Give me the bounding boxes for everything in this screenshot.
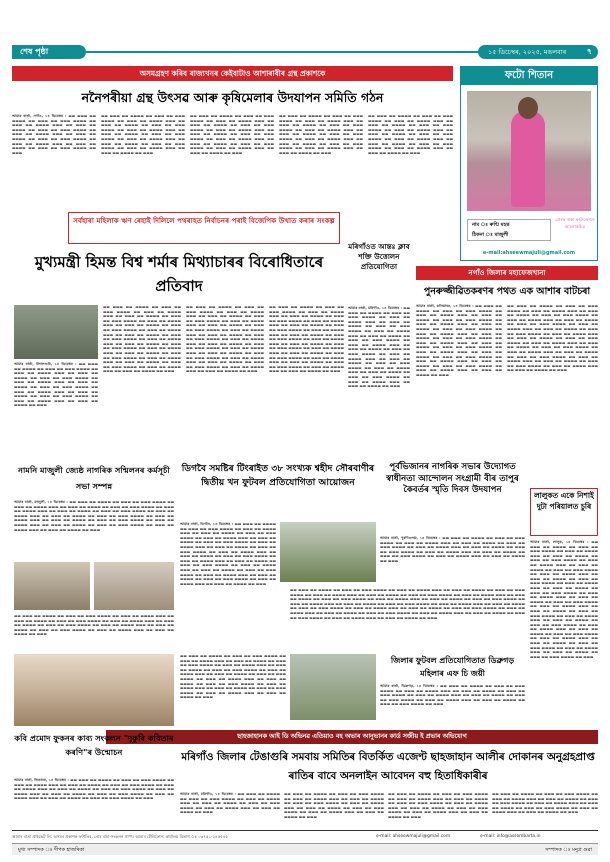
majuli-photo-right xyxy=(94,562,174,610)
poetry-body: আমাৰ বাৰ্তা, তিতাবৰ, ১৪ ডিচেম্বৰ : ▬▬ ▬▬▬ ▬▬ ▬▬▬▬ ▬▬ ▬▬▬ ▬▬ ▬▬▬ ▬▬▬▬ ▬▬ ▬▬▬ ▬▬ ▬▬▬▬ ▬▬▬ ▬▬ ▬▬▬ ▬▬ ▬▬▬▬ ▬▬ ▬▬▬ ▬▬ ▬▬▬ ▬▬▬▬ ▬▬ ▬▬▬ ▬▬ ▬▬▬▬ ▬▬▬ ▬▬ ▬▬▬ ▬▬ ▬▬▬▬ ▬▬ ▬▬▬ ▬▬ ▬▬▬ ▬▬▬▬ ▬▬ ▬▬▬ ▬▬ ▬▬▬▬ ▬▬▬ ▬▬ ▬▬▬ ▬▬ ▬▬▬▬ ▬▬ ▬▬▬ ▬▬ ▬▬▬ ▬▬▬▬ ▬▬ ▬▬▬ ▬▬ ▬▬▬▬ ▬▬▬ ▬▬ ▬▬▬ ▬▬ ▬▬▬▬ ▬▬ ▬▬▬ ▬▬ ▬▬▬ ▬▬▬▬ ▬▬ ▬▬▬ xyxy=(14,778,174,801)
photo-caption-text: ▬▬ ▬▬▬ ▬▬ ▬▬▬▬ ▬▬ ▬▬▬ ▬▬ ▬▬▬ ▬▬▬▬ ▬▬ ▬▬▬ ▬▬ ▬▬▬▬ ▬▬▬ ▬▬ ▬▬▬ ▬▬ ▬▬▬▬ ▬▬ ▬▬▬ ▬▬ ▬▬▬ ▬▬▬▬ ▬▬ ▬▬▬ ▬▬ ▬▬▬▬ ▬▬▬ ▬▬ ▬▬▬ ▬▬ ▬▬▬▬ ▬▬ ▬▬▬ ▬▬ ▬▬▬ ▬▬▬▬ ▬▬ ▬▬▬ ▬▬ ▬▬▬▬ ▬▬▬ ▬▬ ▬▬▬ ▬▬ ▬▬▬▬ ▬▬ ▬▬▬ ▬▬ ▬▬▬ ▬▬▬▬ ▬▬ ▬▬▬ ▬▬ ▬▬▬▬ ▬▬▬ ▬▬ ▬▬▬ ▬▬ ▬▬▬▬ ▬▬ ▬▬▬ ▬▬ ▬▬▬ ▬▬▬▬ ▬▬ ▬▬▬ ▬▬ ▬▬▬▬ ▬▬▬ ▬▬ ▬▬▬ ▬▬ ▬▬▬▬ ▬▬ ▬▬▬ ▬▬ ▬▬▬ ▬▬▬▬ ▬▬ ▬▬▬ ▬▬ ▬▬▬▬ ▬▬▬ ▬▬ ▬▬▬ ▬▬ ▬▬▬▬ ▬▬ ▬▬▬ xyxy=(180,654,286,700)
photo-subject-shape xyxy=(511,111,545,207)
byline: আমাৰ বাৰ্তা, ডিগবৈ, ১৩ ডিচেম্বৰ : xyxy=(180,522,234,526)
byline: আমাৰ বাৰ্তা, মৰিগাঁও, ১৪ ডিচেম্বৰ : xyxy=(348,306,402,310)
laluk-headline: লালুকত একে নিশাই দুটা পৰিয়ালত চুৰি xyxy=(534,491,594,511)
text-column: ▬▬ ▬▬▬ ▬▬ ▬▬▬▬ ▬▬ ▬▬▬ ▬▬ ▬▬▬ ▬▬▬▬ ▬▬ ▬▬▬ ▬▬ ▬▬▬▬ ▬▬▬ ▬▬ ▬▬▬ ▬▬ ▬▬▬▬ ▬▬ ▬▬▬ ▬▬ ▬▬▬ ▬▬▬▬ ▬▬ ▬▬▬ ▬▬ ▬▬▬▬ ▬▬▬ ▬▬ ▬▬▬ ▬▬ ▬▬▬▬ ▬▬ ▬▬▬ ▬▬ ▬▬▬ ▬▬▬▬ ▬▬ ▬▬▬ ▬▬ ▬▬▬▬ ▬▬▬ ▬▬ ▬▬▬ ▬▬ ▬▬▬▬ ▬▬ ▬▬▬ ▬▬ ▬▬▬ ▬▬▬▬ ▬▬ ▬▬▬ ▬▬ ▬▬▬▬ ▬▬▬ ▬▬ ▬▬▬ ▬▬ ▬▬▬▬ ▬▬ ▬▬▬ ▬▬ ▬▬▬ ▬▬▬▬ ▬▬ ▬▬▬ ▬▬ ▬▬▬▬ ▬▬▬ ▬▬ ▬▬▬ ▬▬ ▬▬▬▬ ▬▬ ▬▬▬ ▬▬ ▬▬▬ ▬▬▬▬ ▬▬ ▬▬▬ ▬▬ ▬▬▬▬ ▬▬▬ ▬▬ ▬▬▬ ▬▬ ▬▬▬▬ ▬▬ ▬▬▬ ▬▬ ▬▬▬ ▬▬▬▬ ▬▬ ▬▬▬ ▬▬ ▬▬▬▬ ▬▬▬ ▬▬ ▬▬▬ ▬▬ ▬▬▬▬ ▬▬ ▬▬▬ xyxy=(186,305,264,374)
purbabhijan-wide-body: ▬▬ ▬▬▬ ▬▬ ▬▬▬▬ ▬▬ ▬▬▬ ▬▬ ▬▬▬ ▬▬▬▬ ▬▬ ▬▬▬ ▬▬ ▬▬▬▬ ▬▬▬ ▬▬ ▬▬▬ ▬▬ ▬▬▬▬ ▬▬ ▬▬▬ ▬▬ ▬▬▬ ▬▬▬▬ ▬▬ ▬▬▬ ▬▬ ▬▬▬▬ ▬▬▬ ▬▬ ▬▬▬ ▬▬ ▬▬▬▬ ▬▬ ▬▬▬ ▬▬ ▬▬▬ ▬▬▬▬ ▬▬ ▬▬▬ ▬▬ ▬▬▬▬ ▬▬▬ ▬▬ ▬▬▬ ▬▬ ▬▬▬▬ ▬▬ ▬▬▬ ▬▬ ▬▬▬ ▬▬▬▬ ▬▬ ▬▬▬ ▬▬ ▬▬▬▬ ▬▬▬ ▬▬ ▬▬▬ ▬▬ ▬▬▬▬ ▬▬ ▬▬▬ ▬▬ ▬▬▬ ▬▬▬▬ ▬▬ ▬▬▬ ▬▬ ▬▬▬▬ ▬▬▬ ▬▬ ▬▬▬ ▬▬ ▬▬▬▬ ▬▬ ▬▬▬ ▬▬ ▬▬▬ ▬▬▬▬ ▬▬ ▬▬▬ ▬▬ ▬▬▬▬ ▬▬▬ ▬▬ ▬▬▬ ▬▬ ▬▬▬▬ ▬▬ ▬▬▬ ▬▬ ▬▬▬ ▬▬▬▬ ▬▬ ▬▬▬ ▬▬ ▬▬▬▬ ▬▬▬ ▬▬ ▬▬▬ ▬▬ ▬▬▬▬ ▬▬ ▬▬▬ ▬▬ ▬▬▬ ▬▬▬▬ ▬▬ ▬▬▬ ▬▬ ▬▬▬▬ ▬▬▬ ▬▬ ▬▬▬ ▬▬ ▬▬▬▬ ▬▬ ▬▬▬ ▬▬ ▬▬▬ ▬▬▬▬ ▬▬ ▬▬▬ ▬▬ ▬▬▬▬ ▬▬▬ ▬▬ ▬▬▬ ▬▬ ▬▬▬▬ ▬▬ ▬▬▬ ▬▬ ▬▬▬ ▬▬▬▬ ▬▬ ▬▬▬ ▬▬ ▬▬▬▬ ▬▬▬ ▬▬ ▬▬▬ ▬▬ ▬▬▬▬ ▬▬ ▬▬▬ xyxy=(290,588,525,620)
byline: আমাৰ বাৰ্তা, মৰিগাঁও, ১৪ ডিচেম্বৰ : xyxy=(180,792,236,796)
text-column: ▬▬ ▬▬▬ ▬▬ ▬▬▬▬ ▬▬ ▬▬▬ ▬▬ ▬▬▬ ▬▬▬▬ ▬▬ ▬▬▬ ▬▬ ▬▬▬▬ ▬▬▬ ▬▬ ▬▬▬ ▬▬ ▬▬▬▬ ▬▬ ▬▬▬ ▬▬ ▬▬▬ ▬▬▬▬ ▬▬ ▬▬▬ ▬▬ ▬▬▬▬ ▬▬▬ ▬▬ ▬▬▬ ▬▬ ▬▬▬▬ ▬▬ ▬▬▬ ▬▬ ▬▬▬ ▬▬▬▬ ▬▬ ▬▬▬ ▬▬ ▬▬▬▬ ▬▬▬ ▬▬ ▬▬▬ ▬▬ ▬▬▬▬ ▬▬ ▬▬▬ ▬▬ ▬▬▬ ▬▬▬▬ ▬▬ ▬▬▬ ▬▬ ▬▬▬▬ ▬▬▬ ▬▬ ▬▬▬ ▬▬ ▬▬▬▬ ▬▬ ▬▬▬ xyxy=(101,114,185,155)
cm-story-body: আমাৰ বাৰ্তা, উদালগুৰি, ১৪ ডিচেম্বৰ : ▬▬ ▬▬▬ ▬▬ ▬▬▬▬ ▬▬ ▬▬▬ ▬▬ ▬▬▬ ▬▬▬▬ ▬▬ ▬▬▬ ▬▬ ▬▬▬▬ ▬▬▬ ▬▬ ▬▬▬ ▬▬ ▬▬▬▬ ▬▬ ▬▬▬ ▬▬ ▬▬▬ ▬▬▬▬ ▬▬ ▬▬▬ ▬▬ ▬▬▬▬ ▬▬▬ ▬▬ ▬▬▬ ▬▬ ▬▬▬▬ ▬▬ ▬▬▬ ▬▬ ▬▬▬ ▬▬▬▬ ▬▬ ▬▬▬ ▬▬ ▬▬▬▬ ▬▬▬ ▬▬ ▬▬▬ ▬▬ ▬▬▬▬ ▬▬ ▬▬▬ ▬▬ ▬▬▬ ▬▬▬▬ ▬▬ ▬▬▬ ▬▬ ▬▬▬▬ ▬▬▬ ▬▬ ▬▬▬ ▬▬ ▬▬▬▬ ▬▬ ▬▬▬ xyxy=(14,362,98,408)
byline: আমাৰ বাৰ্তা, লালুক, ১৪ ডিচেম্বৰ : xyxy=(530,540,589,544)
football-photo xyxy=(280,522,376,582)
cm-story-kicker xyxy=(68,212,340,244)
bottom-story-body: আমাৰ বাৰ্তা, মৰিগাঁও, ১৪ ডিচেম্বৰ : ▬▬ ▬▬▬ ▬▬ ▬▬▬▬ ▬▬ ▬▬▬ ▬▬ ▬▬▬ ▬▬▬▬ ▬▬ ▬▬▬ ▬▬ ▬▬▬▬ ▬▬▬ ▬▬ ▬▬▬ ▬▬ ▬▬▬▬ ▬▬ ▬▬▬ ▬▬ ▬▬▬ ▬▬▬▬ ▬▬ ▬▬▬ ▬▬ ▬▬▬▬ ▬▬▬ ▬▬ ▬▬▬ ▬▬ ▬▬▬▬ ▬▬ ▬▬▬ xyxy=(180,792,280,815)
football-body: আমাৰ বাৰ্তা, ডিগবৈ, ১৩ ডিচেম্বৰ : ▬▬ ▬▬▬ ▬▬ ▬▬▬▬ ▬▬ ▬▬▬ ▬▬ ▬▬▬ ▬▬▬▬ ▬▬ ▬▬▬ ▬▬ ▬▬▬▬ ▬▬▬ ▬▬ ▬▬▬ ▬▬ ▬▬▬▬ ▬▬ ▬▬▬ ▬▬ ▬▬▬ ▬▬▬▬ ▬▬ ▬▬▬ ▬▬ ▬▬▬▬ ▬▬▬ ▬▬ ▬▬▬ ▬▬ ▬▬▬▬ ▬▬ ▬▬▬ ▬▬ ▬▬▬ ▬▬▬▬ ▬▬ ▬▬▬ ▬▬ ▬▬▬▬ ▬▬▬ ▬▬ ▬▬▬ ▬▬ ▬▬▬▬ ▬▬ ▬▬▬ ▬▬ ▬▬▬ ▬▬▬▬ ▬▬ ▬▬▬ ▬▬ ▬▬▬▬ ▬▬▬ ▬▬ ▬▬▬ ▬▬ ▬▬▬▬ ▬▬ ▬▬▬ ▬▬ ▬▬▬ ▬▬▬▬ ▬▬ ▬▬▬ ▬▬ ▬▬▬▬ ▬▬▬ ▬▬ ▬▬▬ ▬▬ ▬▬▬▬ ▬▬ ▬▬▬ ▬▬ ▬▬▬ ▬▬▬▬ ▬▬ ▬▬▬ ▬▬ ▬▬▬▬ ▬▬▬ ▬▬ ▬▬▬ ▬▬ ▬▬▬▬ ▬▬ ▬▬▬ ▬▬ ▬▬▬ ▬▬▬▬ ▬▬ ▬▬▬ ▬▬ ▬▬▬▬ ▬▬▬ ▬▬ ▬▬▬ ▬▬ ▬▬▬▬ ▬▬ ▬▬▬ ▬▬ ▬▬▬ ▬▬▬▬ ▬▬ ▬▬▬ ▬▬ ▬▬▬▬ ▬▬▬ ▬▬ ▬▬▬ ▬▬ ▬▬▬▬ ▬▬ ▬▬▬ xyxy=(180,522,276,586)
marigaon-story-body: আমাৰ বাৰ্তা, মৰিগাঁও, ১৪ ডিচেম্বৰ : ▬▬ ▬▬▬ ▬▬ ▬▬▬▬ ▬▬ ▬▬▬ ▬▬ ▬▬▬ ▬▬▬▬ ▬▬ ▬▬▬ ▬▬ ▬▬▬▬ ▬▬▬ ▬▬ ▬▬▬ ▬▬ ▬▬▬▬ ▬▬ ▬▬▬ ▬▬ ▬▬▬ ▬▬▬▬ ▬▬ ▬▬▬ ▬▬ ▬▬▬▬ ▬▬▬ ▬▬ ▬▬▬ ▬▬ ▬▬▬▬ ▬▬ ▬▬▬ ▬▬ ▬▬▬ ▬▬▬▬ ▬▬ ▬▬▬ ▬▬ ▬▬▬▬ ▬▬▬ ▬▬ ▬▬▬ ▬▬ ▬▬▬▬ ▬▬ ▬▬▬ ▬▬ ▬▬▬ ▬▬▬▬ ▬▬ ▬▬▬ ▬▬ ▬▬▬▬ ▬▬▬ ▬▬ ▬▬▬ ▬▬ ▬▬▬▬ ▬▬ ▬▬▬ ▬▬ ▬▬▬ ▬▬▬▬ ▬▬ ▬▬▬ ▬▬ ▬▬▬▬ ▬▬▬ ▬▬ ▬▬▬ ▬▬ ▬▬▬▬ ▬▬ ▬▬▬ ▬▬ ▬▬▬ ▬▬▬▬ ▬▬ ▬▬▬ ▬▬ ▬▬▬▬ ▬▬▬ ▬▬ ▬▬▬ ▬▬ ▬▬▬▬ ▬▬ ▬▬▬ xyxy=(348,306,410,389)
text-column: ▬▬ ▬▬▬ ▬▬ ▬▬▬▬ ▬▬ ▬▬▬ ▬▬ ▬▬▬ ▬▬▬▬ ▬▬ ▬▬▬ ▬▬ ▬▬▬▬ ▬▬▬ ▬▬ ▬▬▬ ▬▬ ▬▬▬▬ ▬▬ ▬▬▬ ▬▬ ▬▬▬ ▬▬▬▬ ▬▬ ▬▬▬ ▬▬ ▬▬▬▬ ▬▬▬ ▬▬ ▬▬▬ ▬▬ ▬▬▬▬ ▬▬ ▬▬▬ ▬▬ ▬▬▬ ▬▬▬▬ ▬▬ ▬▬▬ ▬▬ ▬▬▬▬ ▬▬▬ ▬▬ ▬▬▬ ▬▬ ▬▬▬▬ ▬▬ ▬▬▬ ▬▬ ▬▬▬ ▬▬▬▬ ▬▬ ▬▬▬ ▬▬ ▬▬▬▬ ▬▬▬ ▬▬ ▬▬▬ ▬▬ ▬▬▬▬ ▬▬ ▬▬▬ xyxy=(14,614,174,637)
football-headline: ডিগবৈ সমষ্টিৰ টিংৰাইত ৩৮ সংখ্যক শ্বহীদ সৌৰবাণীৰ দ্বিতীয় খন ফুটবল প্ৰতিযোগিতা আয়োজন xyxy=(181,463,375,488)
header-rule xyxy=(86,51,480,53)
district-football-body: আমাৰ বাৰ্তা, ডিব্ৰুগড়, ১৪ ডিচেম্বৰ : ▬▬ ▬▬▬ ▬▬ ▬▬▬▬ ▬▬ ▬▬▬ ▬▬ ▬▬▬ ▬▬▬▬ ▬▬ ▬▬▬ ▬▬ ▬▬▬▬ ▬▬▬ ▬▬ ▬▬▬ ▬▬ ▬▬▬▬ ▬▬ ▬▬▬ ▬▬ ▬▬▬ ▬▬▬▬ ▬▬ ▬▬▬ ▬▬ ▬▬▬▬ ▬▬▬ ▬▬ ▬▬▬ ▬▬ ▬▬▬▬ ▬▬ ▬▬▬ ▬▬ ▬▬▬ ▬▬▬▬ ▬▬ ▬▬▬ ▬▬ ▬▬▬▬ ▬▬▬ ▬▬ ▬▬▬ ▬▬ ▬▬▬▬ ▬▬ ▬▬▬ ▬▬ ▬▬▬ ▬▬▬▬ ▬▬ ▬▬▬ xyxy=(380,684,525,707)
text-column: ▬▬ ▬▬▬ ▬▬ ▬▬▬▬ ▬▬ ▬▬▬ ▬▬ ▬▬▬ ▬▬▬▬ ▬▬ ▬▬▬ ▬▬ ▬▬▬▬ ▬▬▬ ▬▬ ▬▬▬ ▬▬ ▬▬▬▬ ▬▬ ▬▬▬ ▬▬ ▬▬▬ ▬▬▬▬ ▬▬ ▬▬▬ ▬▬ ▬▬▬▬ ▬▬▬ ▬▬ ▬▬▬ ▬▬ ▬▬▬▬ ▬▬ ▬▬▬ ▬▬ ▬▬▬ ▬▬▬▬ ▬▬ ▬▬▬ ▬▬ ▬▬▬▬ ▬▬▬ ▬▬ ▬▬▬ ▬▬ ▬▬▬▬ ▬▬ ▬▬▬ xyxy=(492,792,598,815)
majuli-photo-left xyxy=(14,562,90,610)
laluk-headline-box xyxy=(530,488,598,536)
section-tag xyxy=(12,45,86,59)
text-column: ▬▬ ▬▬▬ ▬▬ ▬▬▬▬ ▬▬ ▬▬▬ ▬▬ ▬▬▬ ▬▬▬▬ ▬▬ ▬▬▬ ▬▬ ▬▬▬▬ ▬▬▬ ▬▬ ▬▬▬ ▬▬ ▬▬▬▬ ▬▬ ▬▬▬ ▬▬ ▬▬▬ ▬▬▬▬ ▬▬ ▬▬▬ ▬▬ ▬▬▬▬ ▬▬▬ ▬▬ ▬▬▬ ▬▬ ▬▬▬▬ ▬▬ ▬▬▬ ▬▬ ▬▬▬ ▬▬▬▬ ▬▬ ▬▬▬ ▬▬ ▬▬▬▬ ▬▬▬ ▬▬ ▬▬▬ ▬▬ ▬▬▬▬ ▬▬ ▬▬▬ ▬▬ ▬▬▬ ▬▬▬▬ ▬▬ ▬▬▬ ▬▬ ▬▬▬▬ ▬▬▬ ▬▬ ▬▬▬ ▬▬ ▬▬▬▬ ▬▬ ▬▬▬ ▬▬ ▬▬▬ ▬▬▬▬ ▬▬ ▬▬▬ ▬▬ ▬▬▬▬ ▬▬▬ ▬▬ ▬▬▬ ▬▬ ▬▬▬▬ ▬▬ ▬▬▬ ▬▬ ▬▬▬ ▬▬▬▬ ▬▬ ▬▬▬ ▬▬ ▬▬▬▬ ▬▬▬ ▬▬ ▬▬▬ ▬▬ ▬▬▬▬ ▬▬ ▬▬▬ ▬▬ ▬▬▬ ▬▬▬▬ ▬▬ ▬▬▬ ▬▬ ▬▬▬▬ ▬▬▬ ▬▬ ▬▬▬ ▬▬ ▬▬▬▬ ▬▬ ▬▬▬ xyxy=(103,305,181,374)
byline: আমাৰ বাৰ্তা, তিতাবৰ, ১৪ ডিচেম্বৰ : xyxy=(14,778,69,782)
chief-editor: মুখ্য সম্পাদক ঃ দীপক হাজৰিকা xyxy=(18,847,85,853)
purbabhijan-body: আমাৰ বাৰ্তা, পুৰণিগুদাম, ১৪ ডিচেম্বৰ : ▬▬ ▬▬▬ ▬▬ ▬▬▬▬ ▬▬ ▬▬▬ ▬▬ ▬▬▬ ▬▬▬▬ ▬▬ ▬▬▬ ▬▬ ▬▬▬▬ ▬▬▬ ▬▬ ▬▬▬ ▬▬ ▬▬▬▬ ▬▬ ▬▬▬ ▬▬ ▬▬▬ ▬▬▬▬ ▬▬ ▬▬▬ ▬▬ ▬▬▬▬ ▬▬▬ ▬▬ ▬▬▬ ▬▬ ▬▬▬▬ ▬▬ ▬▬▬ ▬▬ ▬▬▬ ▬▬▬▬ ▬▬ ▬▬▬ ▬▬ ▬▬▬▬ ▬▬▬ ▬▬ ▬▬▬ ▬▬ ▬▬▬▬ ▬▬ ▬▬▬ ▬▬ ▬▬▬ ▬▬▬▬ ▬▬ ▬▬▬ ▬▬ ▬▬▬▬ ▬▬▬ ▬▬ ▬▬▬ ▬▬ ▬▬▬▬ ▬▬ ▬▬▬ xyxy=(380,536,525,563)
byline: আমাৰ বাৰ্তা, কলিয়াবৰ, ১৪ ডিচেম্বৰ : xyxy=(416,304,474,308)
footer-line1: আমাৰ বাৰ্তা প্ৰাইভেট লি: অসমৰ প্ৰকাশক ফৰ্ণিতিব, নোৰ বাচা-সংকলন প্ৰাপ্য। আমাৰ টেলিফোন: কাৰ্যালয় বিভাগ ঃ ০৩৭৫১-২৪৫৫৪৫ xyxy=(12,834,229,839)
kicker-text: সৰ্বহাৰা মহিলাক ঋণ ৰেহাই দিলিলে পথৰাহত নিৰ্বাচনৰ পৰাই বিজেপিক উখাত কৰাৰ সংকল্প xyxy=(73,216,335,225)
majuli-group-photo xyxy=(14,654,174,726)
footer-bar xyxy=(12,843,598,855)
caption-name: নাম ঃ ৰুণ্মি মহন্ত xyxy=(472,222,510,228)
top-story-headline: ননৈপৰীয়া গ্ৰন্থ উৎসৱ আৰু কৃষিমেলাৰ উদযাপন সমিতি গঠন xyxy=(81,90,384,105)
byline: আমাৰ বাৰ্তা, নগাঁও, ১৪ ডিচেম্বৰ : xyxy=(12,114,67,118)
nagaon-banner xyxy=(416,266,598,280)
caption-address: ঠিকনা ঃ মাজুলী xyxy=(472,232,509,238)
page-header xyxy=(12,44,598,60)
byline: আমাৰ বাৰ্তা, উদালগুৰি, ১৪ ডিচেম্বৰ : xyxy=(14,362,77,366)
text-column: ▬▬ ▬▬▬ ▬▬ ▬▬▬▬ ▬▬ ▬▬▬ ▬▬ ▬▬▬ ▬▬▬▬ ▬▬ ▬▬▬ ▬▬ ▬▬▬▬ ▬▬▬ ▬▬ ▬▬▬ ▬▬ ▬▬▬▬ ▬▬ ▬▬▬ ▬▬ ▬▬▬ ▬▬▬▬ ▬▬ ▬▬▬ ▬▬ ▬▬▬▬ ▬▬▬ ▬▬ ▬▬▬ ▬▬ ▬▬▬▬ ▬▬ ▬▬▬ ▬▬ ▬▬▬ ▬▬▬▬ ▬▬ ▬▬▬ ▬▬ ▬▬▬▬ ▬▬▬ ▬▬ ▬▬▬ ▬▬ ▬▬▬▬ ▬▬ ▬▬▬ xyxy=(388,792,488,819)
featured-photo xyxy=(467,91,591,211)
footer-email: e-mail: ahseewmajuli@gmail.com xyxy=(376,834,451,839)
laluk-body: আমাৰ বাৰ্তা, লালুক, ১৪ ডিচেম্বৰ : ▬▬ ▬▬▬ ▬▬ ▬▬▬▬ ▬▬ ▬▬▬ ▬▬ ▬▬▬ ▬▬▬▬ ▬▬ ▬▬▬ ▬▬ ▬▬▬▬ ▬▬▬ ▬▬ ▬▬▬ ▬▬ ▬▬▬▬ ▬▬ ▬▬▬ ▬▬ ▬▬▬ ▬▬▬▬ ▬▬ ▬▬▬ ▬▬ ▬▬▬▬ ▬▬▬ ▬▬ ▬▬▬ ▬▬ ▬▬▬▬ ▬▬ ▬▬▬ ▬▬ ▬▬▬ ▬▬▬▬ ▬▬ ▬▬▬ ▬▬ ▬▬▬▬ ▬▬▬ ▬▬ ▬▬▬ ▬▬ ▬▬▬▬ ▬▬ ▬▬▬ ▬▬ ▬▬▬ ▬▬▬▬ ▬▬ ▬▬▬ ▬▬ ▬▬▬▬ ▬▬▬ ▬▬ ▬▬▬ ▬▬ ▬▬▬▬ ▬▬ ▬▬▬ ▬▬ ▬▬▬ ▬▬▬▬ ▬▬ ▬▬▬ ▬▬ ▬▬▬▬ ▬▬▬ ▬▬ ▬▬▬ ▬▬ ▬▬▬▬ ▬▬ ▬▬▬ ▬▬ ▬▬▬ ▬▬▬▬ ▬▬ ▬▬▬ ▬▬ ▬▬▬▬ ▬▬▬ ▬▬ ▬▬▬ ▬▬ ▬▬▬▬ ▬▬ ▬▬▬ ▬▬ ▬▬▬ ▬▬▬▬ ▬▬ ▬▬▬ ▬▬ ▬▬▬▬ ▬▬▬ ▬▬ ▬▬▬ ▬▬ ▬▬▬▬ ▬▬ ▬▬▬ ▬▬ ▬▬▬ ▬▬▬▬ ▬▬ ▬▬▬ ▬▬ ▬▬▬▬ ▬▬▬ ▬▬ ▬▬▬ ▬▬ ▬▬▬▬ ▬▬ ▬▬▬ ▬▬ ▬▬▬ ▬▬▬▬ ▬▬ ▬▬▬ ▬▬ ▬▬▬▬ ▬▬▬ ▬▬ ▬▬▬ ▬▬ ▬▬▬▬ ▬▬ ▬▬▬ ▬▬ ▬▬▬ ▬▬▬▬ ▬▬ ▬▬▬ ▬▬ ▬▬▬▬ ▬▬▬ ▬▬ ▬▬▬ ▬▬ ▬▬▬▬ ▬▬ ▬▬▬ ▬▬ ▬▬▬ ▬▬▬▬ ▬▬ ▬▬▬ xyxy=(530,540,598,659)
byline: আমাৰ বাৰ্তা, পুৰণিগুদাম, ১৪ ডিচেম্বৰ : xyxy=(380,536,441,540)
footer-rule xyxy=(12,830,598,831)
kicker-text: অসমগ্ৰহণ কৰিব ৰাজ্যখনৰ কেইবাটাও আশাৰাবীৰ গ্ৰন্থ প্ৰকাশকে xyxy=(139,69,326,78)
text-column: ▬▬ ▬▬▬ ▬▬ ▬▬▬▬ ▬▬ ▬▬▬ ▬▬ ▬▬▬ ▬▬▬▬ ▬▬ ▬▬▬ ▬▬ ▬▬▬▬ ▬▬▬ ▬▬ ▬▬▬ ▬▬ ▬▬▬▬ ▬▬ ▬▬▬ ▬▬ ▬▬▬ ▬▬▬▬ ▬▬ ▬▬▬ ▬▬ ▬▬▬▬ ▬▬▬ ▬▬ ▬▬▬ ▬▬ ▬▬▬▬ ▬▬ ▬▬▬ ▬▬ ▬▬▬ ▬▬▬▬ ▬▬ ▬▬▬ ▬▬ ▬▬▬▬ ▬▬▬ ▬▬ ▬▬▬ ▬▬ ▬▬▬▬ ▬▬ ▬▬▬ xyxy=(284,792,384,819)
cm-story-headline: মুখ্যমন্ত্ৰী হিমন্ত বিশ্ব শৰ্মাৰ মিথ্যাচাৰৰ বিৰোধিতাৰে প্ৰতিবাদ xyxy=(34,253,324,295)
district-football-photo xyxy=(290,654,376,720)
date-tag xyxy=(478,45,598,59)
cm-story-photo xyxy=(14,305,98,359)
nagaon-headline: পুনৰুজ্জীৱিতকৰণৰ পথত এক আশাৰ বাটচৰা xyxy=(423,286,591,297)
text-column: ▬▬ ▬▬▬ ▬▬ ▬▬▬▬ ▬▬ ▬▬▬ ▬▬ ▬▬▬ ▬▬▬▬ ▬▬ ▬▬▬ ▬▬ ▬▬▬▬ ▬▬▬ ▬▬ ▬▬▬ ▬▬ ▬▬▬▬ ▬▬ ▬▬▬ ▬▬ ▬▬▬ ▬▬▬▬ ▬▬ ▬▬▬ ▬▬ ▬▬▬▬ ▬▬▬ ▬▬ ▬▬▬ ▬▬ ▬▬▬▬ ▬▬ ▬▬▬ ▬▬ ▬▬▬ ▬▬▬▬ ▬▬ ▬▬▬ ▬▬ ▬▬▬▬ ▬▬▬ ▬▬ ▬▬▬ ▬▬ ▬▬▬▬ ▬▬ ▬▬▬ ▬▬ ▬▬▬ ▬▬▬▬ ▬▬ ▬▬▬ ▬▬ ▬▬▬▬ ▬▬▬ ▬▬ ▬▬▬ ▬▬ ▬▬▬▬ ▬▬ ▬▬▬ ▬▬ ▬▬▬ ▬▬▬▬ ▬▬ ▬▬▬ ▬▬ ▬▬▬▬ ▬▬▬ ▬▬ ▬▬▬ ▬▬ ▬▬▬▬ ▬▬ ▬▬▬ ▬▬ ▬▬▬ ▬▬▬▬ ▬▬ ▬▬▬ ▬▬ ▬▬▬▬ ▬▬▬ ▬▬ ▬▬▬ ▬▬ ▬▬▬▬ ▬▬ ▬▬▬ ▬▬ ▬▬▬ ▬▬▬▬ ▬▬ ▬▬▬ ▬▬ ▬▬▬▬ ▬▬▬ ▬▬ ▬▬▬ ▬▬ ▬▬▬▬ ▬▬ ▬▬▬ ▬▬ ▬▬▬ ▬▬▬▬ ▬▬ ▬▬▬ ▬▬ ▬▬▬▬ ▬▬▬ ▬▬ ▬▬▬ ▬▬ ▬▬▬▬ ▬▬ ▬▬▬ xyxy=(507,304,598,373)
bottom-story-kicker xyxy=(106,730,598,744)
page-number: ৭ xyxy=(586,47,592,56)
text-column: আমাৰ বাৰ্তা, নগাঁও, ১৪ ডিচেম্বৰ : ▬▬ ▬▬▬ ▬▬ ▬▬▬▬ ▬▬ ▬▬▬ ▬▬ ▬▬▬ ▬▬▬▬ ▬▬ ▬▬▬ ▬▬ ▬▬▬▬ ▬▬▬ ▬▬ ▬▬▬ ▬▬ ▬▬▬▬ ▬▬ ▬▬▬ ▬▬ ▬▬▬ ▬▬▬▬ ▬▬ ▬▬▬ ▬▬ ▬▬▬▬ ▬▬▬ ▬▬ ▬▬▬ ▬▬ ▬▬▬▬ ▬▬ ▬▬▬ ▬▬ ▬▬▬ ▬▬▬▬ ▬▬ ▬▬▬ ▬▬ ▬▬▬▬ ▬▬▬ ▬▬ ▬▬▬ ▬▬ ▬▬▬▬ ▬▬ ▬▬▬ ▬▬ ▬▬▬ ▬▬▬▬ ▬▬ ▬▬▬ xyxy=(12,114,96,155)
top-story-kicker xyxy=(12,66,453,81)
byline: আমাৰ বাৰ্তা, মাজুলী, ১৪ ডিচেম্বৰ : xyxy=(14,500,68,504)
footer-web: e-mail: info@assombarta.in xyxy=(480,834,541,839)
district-football-headline: জিলাৰ ফুটবল প্ৰতিযোগিতাত ডিব্ৰুগড় মহিলাৰ এফ চি জয়ী xyxy=(390,656,515,678)
byline: আমাৰ বাৰ্তা, ডিব্ৰুগড়, ১৪ ডিচেম্বৰ : xyxy=(380,684,438,688)
nagaon-body: আমাৰ বাৰ্তা, কলিয়াবৰ, ১৪ ডিচেম্বৰ : ▬▬ ▬▬▬ ▬▬ ▬▬▬▬ ▬▬ ▬▬▬ ▬▬ ▬▬▬ ▬▬▬▬ ▬▬ ▬▬▬ ▬▬ ▬▬▬▬ ▬▬▬ ▬▬ ▬▬▬ ▬▬ ▬▬▬▬ ▬▬ ▬▬▬ ▬▬ ▬▬▬ ▬▬▬▬ ▬▬ ▬▬▬ ▬▬ ▬▬▬▬ ▬▬▬ ▬▬ ▬▬▬ ▬▬ ▬▬▬▬ ▬▬ ▬▬▬ ▬▬ ▬▬▬ ▬▬▬▬ ▬▬ ▬▬▬ ▬▬ ▬▬▬▬ ▬▬▬ ▬▬ ▬▬▬ ▬▬ ▬▬▬▬ ▬▬ ▬▬▬ ▬▬ ▬▬▬ ▬▬▬▬ ▬▬ ▬▬▬ ▬▬ ▬▬▬▬ ▬▬▬ ▬▬ ▬▬▬ ▬▬ ▬▬▬▬ ▬▬ ▬▬▬ ▬▬ ▬▬▬ ▬▬▬▬ ▬▬ ▬▬▬ ▬▬ ▬▬▬▬ ▬▬▬ ▬▬ ▬▬▬ ▬▬ ▬▬▬▬ ▬▬ ▬▬▬ ▬▬ ▬▬▬ ▬▬▬▬ ▬▬ ▬▬▬ ▬▬ ▬▬▬▬ ▬▬▬ ▬▬ ▬▬▬ ▬▬ ▬▬▬▬ ▬▬ ▬▬▬ ▬▬ ▬▬▬ ▬▬▬▬ ▬▬ ▬▬▬ ▬▬ ▬▬▬▬ ▬▬▬ ▬▬ ▬▬▬ ▬▬ ▬▬▬▬ ▬▬ ▬▬▬ xyxy=(416,304,502,377)
text-column: ▬▬ ▬▬▬ ▬▬ ▬▬▬▬ ▬▬ ▬▬▬ ▬▬ ▬▬▬ ▬▬▬▬ ▬▬ ▬▬▬ ▬▬ ▬▬▬▬ ▬▬▬ ▬▬ ▬▬▬ ▬▬ ▬▬▬▬ ▬▬ ▬▬▬ ▬▬ ▬▬▬ ▬▬▬▬ ▬▬ ▬▬▬ ▬▬ ▬▬▬▬ ▬▬▬ ▬▬ ▬▬▬ ▬▬ ▬▬▬▬ ▬▬ ▬▬▬ ▬▬ ▬▬▬ ▬▬▬▬ ▬▬ ▬▬▬ ▬▬ ▬▬▬▬ ▬▬▬ ▬▬ ▬▬▬ ▬▬ ▬▬▬▬ ▬▬ ▬▬▬ ▬▬ ▬▬▬ ▬▬▬▬ ▬▬ ▬▬▬ ▬▬ ▬▬▬▬ ▬▬▬ ▬▬ ▬▬▬ ▬▬ ▬▬▬▬ ▬▬ ▬▬▬ ▬▬ ▬▬▬ ▬▬▬▬ ▬▬ ▬▬▬ ▬▬ ▬▬▬▬ ▬▬▬ ▬▬ ▬▬▬ ▬▬ ▬▬▬▬ ▬▬ ▬▬▬ ▬▬ ▬▬▬ ▬▬▬▬ ▬▬ ▬▬▬ ▬▬ ▬▬▬▬ ▬▬▬ ▬▬ ▬▬▬ ▬▬ ▬▬▬▬ ▬▬ ▬▬▬ ▬▬ ▬▬▬ ▬▬▬▬ ▬▬ ▬▬▬ ▬▬ ▬▬▬▬ ▬▬▬ ▬▬ ▬▬▬ ▬▬ ▬▬▬▬ ▬▬ ▬▬▬ xyxy=(269,305,344,374)
photo-section-title xyxy=(461,67,597,85)
text-column: ▬▬ ▬▬▬ ▬▬ ▬▬▬▬ ▬▬ ▬▬▬ ▬▬ ▬▬▬ ▬▬▬▬ ▬▬ ▬▬▬ ▬▬ ▬▬▬▬ ▬▬▬ ▬▬ ▬▬▬ ▬▬ ▬▬▬▬ ▬▬ ▬▬▬ ▬▬ ▬▬▬ ▬▬▬▬ ▬▬ ▬▬▬ ▬▬ ▬▬▬▬ ▬▬▬ ▬▬ ▬▬▬ ▬▬ ▬▬▬▬ ▬▬ ▬▬▬ ▬▬ ▬▬▬ ▬▬▬▬ ▬▬ ▬▬▬ ▬▬ ▬▬▬▬ ▬▬▬ ▬▬ ▬▬▬ ▬▬ ▬▬▬▬ ▬▬ ▬▬▬ ▬▬ ▬▬▬ ▬▬▬▬ ▬▬ ▬▬▬ ▬▬ ▬▬▬▬ ▬▬▬ ▬▬ ▬▬▬ ▬▬ ▬▬▬▬ ▬▬ ▬▬▬ xyxy=(368,114,453,155)
photo-subject-head xyxy=(518,97,538,119)
banner-text: নগাঁও জিলাৰ মহাফেজখানা xyxy=(468,269,546,277)
photo-title-text: ফটো শিতান xyxy=(504,70,554,81)
bottom-story-headline: মৰিগাঁও জিলাৰ টেঙাগুৰি সমবায় সমিতিৰ বিতৰ্কিত এজেণ্ট ছাহজাহান আলীৰ দোকানৰ অনুগ্ৰহপ্ৰাপ্ত ৰাতিৰ বাবে অনলাইন আবেদন বহু হিতাধিকাৰীৰ xyxy=(181,751,595,782)
section-label: শেষ পৃষ্ঠা xyxy=(20,47,49,56)
top-story-body xyxy=(12,114,453,198)
purbabhijan-headline: পূৰ্বভিজানৰ নাগৰিক সভাৰ উদ্যোগত স্বাধীনতা আন্দোলন সংগ্ৰামী বীৰ তাপুৰ কৈবৰ্তৰ স্মৃতি দিবস উদযাপন xyxy=(386,462,519,495)
photo-caption-box xyxy=(467,219,551,241)
text-column: ▬▬ ▬▬▬ ▬▬ ▬▬▬▬ ▬▬ ▬▬▬ ▬▬ ▬▬▬ ▬▬▬▬ ▬▬ ▬▬▬ ▬▬ ▬▬▬▬ ▬▬▬ ▬▬ ▬▬▬ ▬▬ ▬▬▬▬ ▬▬ ▬▬▬ ▬▬ ▬▬▬ ▬▬▬▬ ▬▬ ▬▬▬ ▬▬ ▬▬▬▬ ▬▬▬ ▬▬ ▬▬▬ ▬▬ ▬▬▬▬ ▬▬ ▬▬▬ ▬▬ ▬▬▬ ▬▬▬▬ ▬▬ ▬▬▬ ▬▬ ▬▬▬▬ ▬▬▬ ▬▬ ▬▬▬ ▬▬ ▬▬▬▬ ▬▬ ▬▬▬ ▬▬ ▬▬▬ ▬▬▬▬ ▬▬ ▬▬▬ ▬▬ ▬▬▬▬ ▬▬▬ ▬▬ ▬▬▬ ▬▬ ▬▬▬▬ ▬▬ ▬▬▬ xyxy=(190,114,274,155)
marigaon-story-headline: মৰিগাঁওত আন্তঃ ক্লাব শক্তি উত্তোলন প্ৰতিযোগিতা xyxy=(348,242,410,271)
photo-email: e-mail:ahseewmajuli@gmail.com xyxy=(482,250,576,256)
photo-section xyxy=(460,66,598,261)
editor: সম্পাদক ঃ মনুপ্ৰ গুৱা xyxy=(545,847,592,853)
issue-date: ১৫ ডিচেম্বৰ, ২০২৫, মঙলবাৰ xyxy=(488,48,567,56)
sender-note: প্ৰেৰক ৰাকা ফাউণ্ডেশ্যন আলোকচিত্ৰ xyxy=(555,217,595,229)
majuli-headline: নামনি মাজুলী জ্যেষ্ঠ নাগৰিক সন্মিলনৰ কৰ্মসূচী সভা সম্পন্ন xyxy=(18,465,170,491)
poetry-headline: কবি প্ৰমোদ ফুকনৰ কাব্য সংকলন "দুকুৰি কবিতাৰ কৰণি"ৰ উন্মোচন xyxy=(14,733,174,757)
text-column: ▬▬ ▬▬▬ ▬▬ ▬▬▬▬ ▬▬ ▬▬▬ ▬▬ ▬▬▬ ▬▬▬▬ ▬▬ ▬▬▬ ▬▬ ▬▬▬▬ ▬▬▬ ▬▬ ▬▬▬ ▬▬ ▬▬▬▬ ▬▬ ▬▬▬ ▬▬ ▬▬▬ ▬▬▬▬ ▬▬ ▬▬▬ ▬▬ ▬▬▬▬ ▬▬▬ ▬▬ ▬▬▬ ▬▬ ▬▬▬▬ ▬▬ ▬▬▬ ▬▬ ▬▬▬ ▬▬▬▬ ▬▬ ▬▬▬ ▬▬ ▬▬▬▬ ▬▬▬ ▬▬ ▬▬▬ ▬▬ ▬▬▬▬ ▬▬ ▬▬▬ ▬▬ ▬▬▬ ▬▬▬▬ ▬▬ ▬▬▬ ▬▬ ▬▬▬▬ ▬▬▬ ▬▬ ▬▬▬ ▬▬ ▬▬▬▬ ▬▬ ▬▬▬ xyxy=(279,114,363,155)
kicker-text: ছাহজাহানক আই ডি অভিনৱ এতিয়াও বহ অভাৰ আনুভানৰ কাৰ্ড সজীয় ই প্ৰভাৰ অভিযোগ xyxy=(237,733,467,740)
majuli-body: আমাৰ বাৰ্তা, মাজুলী, ১৪ ডিচেম্বৰ : ▬▬ ▬▬▬ ▬▬ ▬▬▬▬ ▬▬ ▬▬▬ ▬▬ ▬▬▬ ▬▬▬▬ ▬▬ ▬▬▬ ▬▬ ▬▬▬▬ ▬▬▬ ▬▬ ▬▬▬ ▬▬ ▬▬▬▬ ▬▬ ▬▬▬ ▬▬ ▬▬▬ ▬▬▬▬ ▬▬ ▬▬▬ ▬▬ ▬▬▬▬ ▬▬▬ ▬▬ ▬▬▬ ▬▬ ▬▬▬▬ ▬▬ ▬▬▬ ▬▬ ▬▬▬ ▬▬▬▬ ▬▬ ▬▬▬ ▬▬ ▬▬▬▬ ▬▬▬ ▬▬ ▬▬▬ ▬▬ ▬▬▬▬ ▬▬ ▬▬▬ ▬▬ ▬▬▬ ▬▬▬▬ ▬▬ ▬▬▬ ▬▬ ▬▬▬▬ ▬▬▬ ▬▬ ▬▬▬ ▬▬ ▬▬▬▬ ▬▬ ▬▬▬ ▬▬ ▬▬▬ ▬▬▬▬ ▬▬ ▬▬▬ ▬▬ ▬▬▬▬ ▬▬▬ ▬▬ ▬▬▬ ▬▬ ▬▬▬▬ ▬▬ ▬▬▬ ▬▬ ▬▬▬ ▬▬▬▬ ▬▬ ▬▬▬ ▬▬ ▬▬▬▬ ▬▬▬ ▬▬ ▬▬▬ ▬▬ ▬▬▬▬ ▬▬ ▬▬▬ xyxy=(14,500,174,532)
